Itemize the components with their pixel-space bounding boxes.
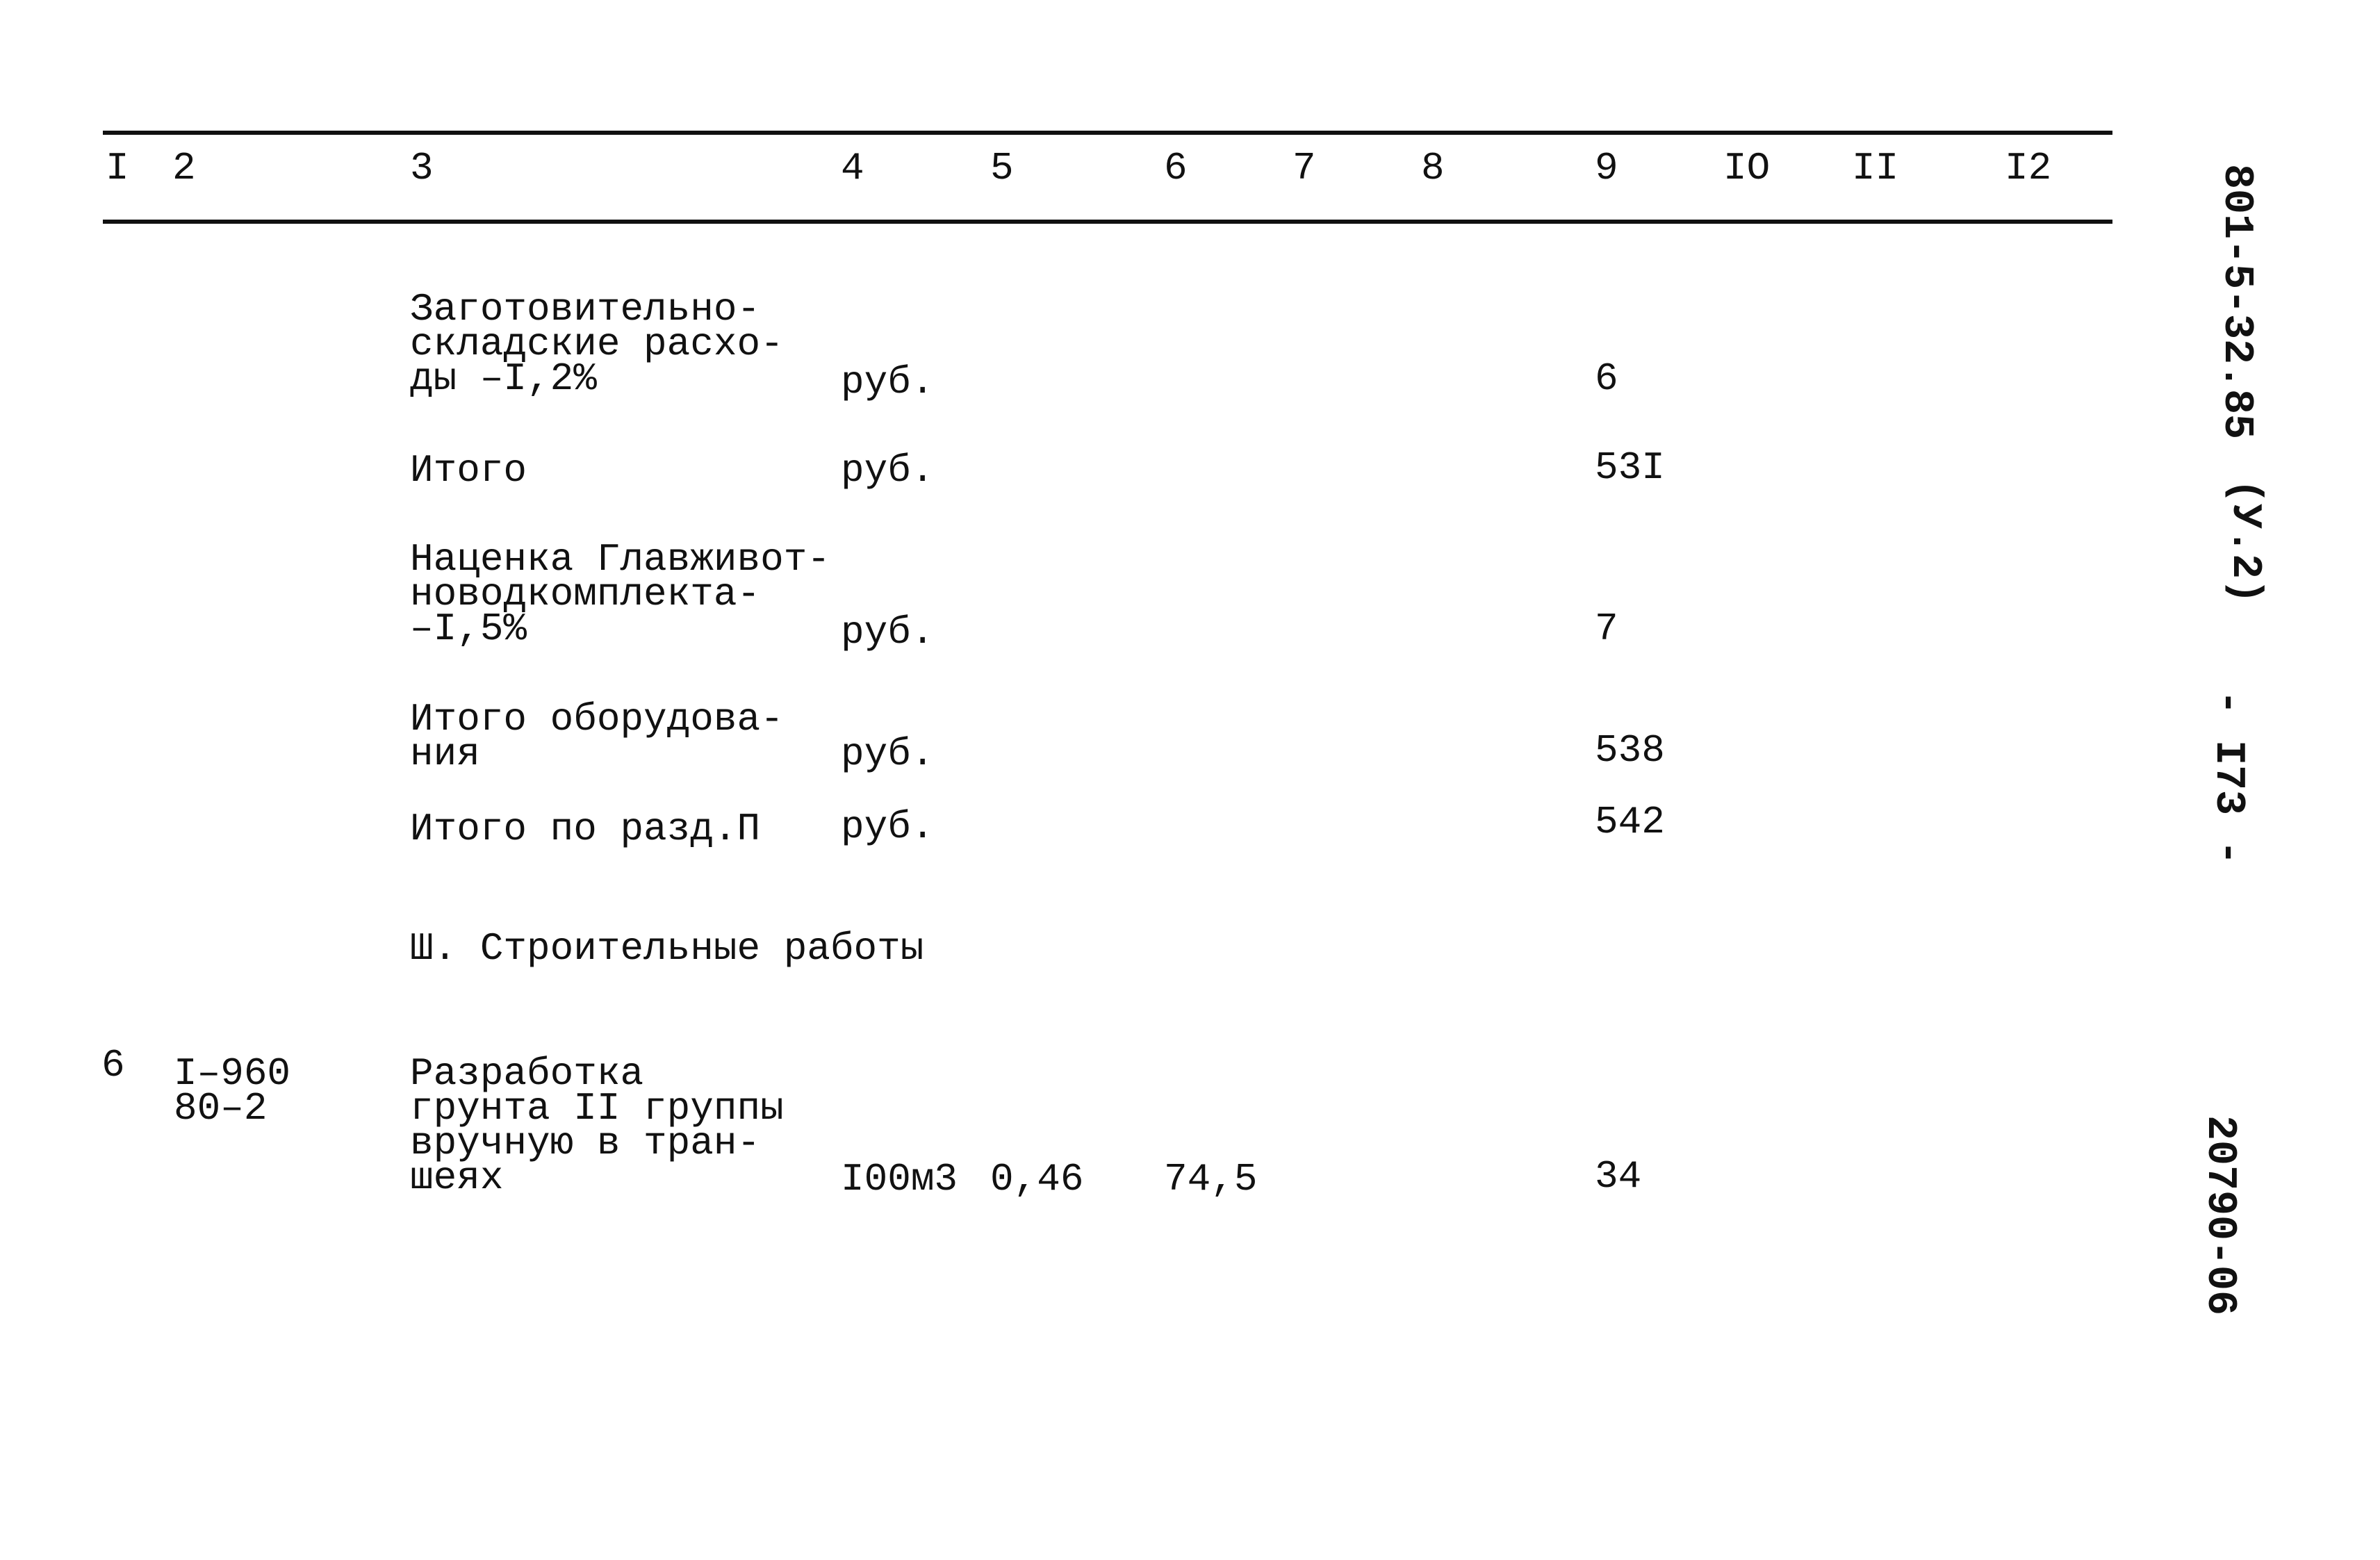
row-description-line: Итого (410, 448, 527, 493)
item-description-line: Разработка (410, 1051, 644, 1096)
row-description-line: ния (410, 732, 480, 776)
row-description-line: –I,5% (410, 607, 527, 651)
item-code-line: I–960 (174, 1051, 291, 1096)
row-description-line: Заготовительно- (410, 287, 761, 331)
item-quantity: 0,46 (990, 1157, 1084, 1201)
table-top-rule (103, 131, 2112, 135)
row-description-line: складские расхо- (410, 322, 784, 366)
col-header-7: 7 (1292, 146, 1316, 190)
side-doc-code: 801-5-32.85 (2213, 163, 2260, 440)
row-value: 6 (1595, 356, 1618, 401)
col-header-4: 4 (841, 146, 864, 190)
row-unit: руб. (841, 448, 935, 493)
col-header-12: I2 (2005, 146, 2052, 190)
col-header-5: 5 (990, 146, 1014, 190)
side-document-number: 20790-06 (2196, 1115, 2244, 1316)
row-description-line: новодкомплекта- (410, 572, 761, 616)
item-number: 6 (101, 1043, 125, 1087)
row-unit: руб. (841, 360, 935, 404)
item-description-line: вручную в тран- (410, 1121, 761, 1165)
col-header-10: IO (1723, 146, 1771, 190)
row-unit: руб. (841, 610, 935, 655)
col-header-8: 8 (1421, 146, 1445, 190)
item-value: 34 (1595, 1154, 1642, 1199)
table-header-rule (103, 220, 2112, 224)
side-volume: (У.2) (2221, 478, 2269, 605)
col-header-11: II (1852, 146, 1899, 190)
item-description-line: шеях (410, 1156, 504, 1200)
row-description-line: Наценка Главживот- (410, 537, 830, 582)
item-unit: I00м3 (841, 1157, 958, 1201)
section-title: Ш. Строительные работы (410, 926, 924, 971)
row-unit: руб. (841, 732, 935, 776)
item-code-line: 80–2 (174, 1086, 268, 1131)
col-header-6: 6 (1164, 146, 1188, 190)
row-description-line: Итого оборудова- (410, 697, 784, 741)
col-header-1: I (106, 146, 129, 190)
item-description-line: грунта II группы (410, 1086, 784, 1131)
side-page-number: - I73 - (2204, 689, 2252, 866)
row-description-line: ды –I,2% (410, 356, 597, 401)
row-value: 542 (1595, 800, 1665, 844)
col-header-3: 3 (410, 146, 434, 190)
row-value: 53I (1595, 445, 1665, 490)
row-unit: руб. (841, 805, 935, 849)
item-price: 74,5 (1164, 1157, 1258, 1201)
col-header-9: 9 (1595, 146, 1618, 190)
row-value: 538 (1595, 728, 1665, 773)
col-header-2: 2 (172, 146, 196, 190)
row-value: 7 (1595, 607, 1618, 651)
row-description-line: Итого по разд.П (410, 807, 761, 851)
